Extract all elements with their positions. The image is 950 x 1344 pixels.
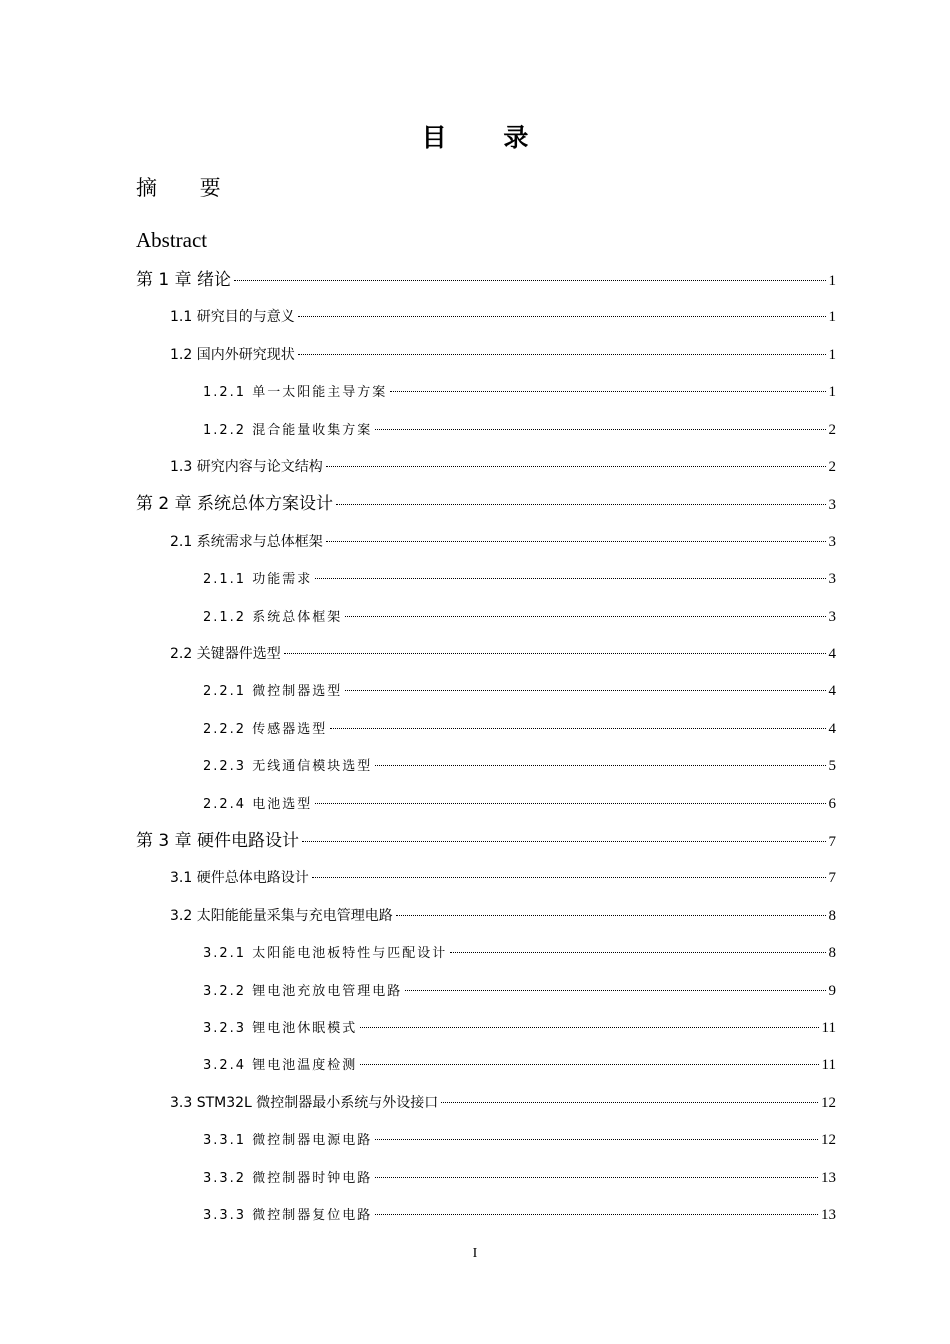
toc-entry-label: 2.2.3 无线通信模块选型 bbox=[203, 759, 373, 775]
toc-entry-level-2[interactable] bbox=[170, 302, 836, 332]
toc-entry-label: 2.1 系统需求与总体框架 bbox=[170, 533, 323, 550]
toc-entry-page: 3 bbox=[828, 533, 836, 550]
toc-entry-label: 3.3.3 微控制器复位电路 bbox=[203, 1208, 373, 1223]
toc-entry-label: 1.3 研究内容与论文结构 bbox=[170, 459, 323, 475]
toc-leader-dots bbox=[441, 1102, 818, 1103]
toc-entry-level-2[interactable] bbox=[170, 452, 836, 482]
toc-entry-page: 13 bbox=[821, 1169, 836, 1186]
toc-entry-label: 3.2.2 锂电池充放电管理电路 bbox=[203, 983, 403, 999]
toc-leader-dots bbox=[375, 1139, 818, 1140]
toc-entry-level-3[interactable] bbox=[203, 602, 836, 632]
toc-entry-level-3[interactable] bbox=[203, 1125, 836, 1155]
toc-entry-level-2[interactable] bbox=[170, 639, 836, 669]
toc-entry-label: 第 1 章 绪论 bbox=[136, 270, 232, 290]
toc-leader-dots bbox=[336, 504, 825, 505]
toc-entry-label: 1.2 国内外研究现状 bbox=[170, 346, 295, 363]
toc-leader-dots bbox=[375, 429, 825, 430]
toc-leader-dots bbox=[298, 316, 826, 317]
toc-leader-dots bbox=[375, 765, 825, 766]
toc-entry-page: 2 bbox=[828, 459, 836, 475]
toc-entry-page: 1 bbox=[828, 384, 836, 401]
toc-entry-page: 3 bbox=[828, 571, 836, 588]
toc-entry-level-1[interactable] bbox=[136, 265, 836, 295]
toc-entry-label: 3.3.1 微控制器电源电路 bbox=[203, 1133, 373, 1149]
toc-entry-page: 3 bbox=[828, 497, 836, 514]
toc-leader-dots bbox=[390, 391, 825, 392]
toc-leader-dots bbox=[375, 1214, 818, 1215]
toc-entry-level-2[interactable] bbox=[170, 340, 836, 370]
toc-leader-dots bbox=[375, 1177, 818, 1178]
toc-entry-level-3[interactable] bbox=[203, 976, 836, 1006]
toc-entry-page: 6 bbox=[828, 795, 836, 812]
toc-leader-dots bbox=[315, 578, 825, 579]
toc-entry-page: 4 bbox=[828, 683, 836, 700]
toc-entry-level-3[interactable] bbox=[203, 564, 836, 594]
toc-entry-page: 7 bbox=[828, 834, 836, 850]
toc-entry-label: 2.2.4 电池选型 bbox=[203, 796, 313, 812]
abstract-en-entry[interactable]: Abstract bbox=[136, 228, 208, 252]
toc-leader-dots bbox=[450, 952, 825, 953]
toc-entry-label: 3.2.1 太阳能电池板特性与匹配设计 bbox=[203, 946, 448, 962]
toc-entry-label: 3.2.3 锂电池休眠模式 bbox=[203, 1021, 358, 1036]
toc-entry-page: 3 bbox=[828, 608, 836, 625]
toc-entry-label: 第 2 章 系统总体方案设计 bbox=[136, 494, 334, 515]
toc-entry-label: 1.2.2 混合能量收集方案 bbox=[203, 422, 373, 438]
toc-entry-page: 12 bbox=[821, 1094, 836, 1111]
toc-entry-page: 12 bbox=[821, 1132, 836, 1149]
toc-entry-level-3[interactable] bbox=[203, 1050, 836, 1080]
toc-leader-dots bbox=[315, 803, 825, 804]
toc-entry-level-3[interactable] bbox=[203, 1200, 836, 1230]
toc-entry-page: 11 bbox=[821, 1020, 836, 1036]
toc-entry-label: 2.2 关键器件选型 bbox=[170, 646, 281, 662]
toc-entry-level-3[interactable] bbox=[203, 938, 836, 968]
toc-leader-dots bbox=[360, 1064, 818, 1065]
toc-entry-page: 7 bbox=[828, 870, 836, 887]
toc-entry-page: 2 bbox=[828, 421, 836, 438]
toc-entry-level-3[interactable] bbox=[203, 1163, 836, 1193]
toc-leader-dots bbox=[345, 616, 825, 617]
toc-entry-level-3[interactable] bbox=[203, 789, 836, 819]
toc-entry-label: 1.2.1 单一太阳能主导方案 bbox=[203, 385, 388, 401]
toc-leader-dots bbox=[360, 1027, 818, 1028]
toc-leader-dots bbox=[234, 280, 825, 281]
toc-entry-page: 1 bbox=[828, 273, 836, 289]
toc-leader-dots bbox=[345, 690, 825, 691]
page-number: I bbox=[472, 1246, 478, 1261]
toc-entry-page: 4 bbox=[828, 646, 836, 662]
toc-entry-level-3[interactable] bbox=[203, 714, 836, 744]
toc-leader-dots bbox=[326, 466, 826, 467]
toc-entry-level-3[interactable] bbox=[203, 415, 836, 445]
toc-leader-dots bbox=[405, 990, 825, 991]
toc-leader-dots bbox=[330, 728, 825, 729]
toc-leader-dots bbox=[298, 354, 826, 355]
toc-entry-level-3[interactable] bbox=[203, 1013, 836, 1043]
abstract-zh-entry[interactable]: 摘 要 bbox=[136, 176, 239, 200]
toc-entry-page: 9 bbox=[828, 982, 836, 999]
toc-entry-label: 2.2.2 传感器选型 bbox=[203, 721, 328, 737]
toc-entry-level-2[interactable] bbox=[170, 863, 836, 893]
toc-entry-label: 第 3 章 硬件电路设计 bbox=[136, 831, 300, 851]
toc-entry-label: 2.1.2 系统总体框架 bbox=[203, 609, 343, 625]
toc-leader-dots bbox=[302, 841, 825, 842]
toc-entry-label: 3.1 硬件总体电路设计 bbox=[170, 870, 309, 887]
toc-entry-label: 3.2.4 锂电池温度检测 bbox=[203, 1058, 358, 1074]
toc-entry-page: 8 bbox=[828, 907, 836, 924]
toc-entry-level-1[interactable] bbox=[136, 489, 836, 519]
toc-leader-dots bbox=[284, 653, 826, 654]
toc-entry-label: 3.2 太阳能能量采集与充电管理电路 bbox=[170, 907, 393, 924]
toc-entry-label: 2.2.1 微控制器选型 bbox=[203, 684, 343, 700]
toc-entry-page: 13 bbox=[821, 1207, 836, 1223]
toc-entry-page: 1 bbox=[828, 309, 836, 326]
toc-entry-page: 5 bbox=[828, 758, 836, 775]
toc-entry-level-3[interactable] bbox=[203, 751, 836, 781]
toc-entry-level-2[interactable] bbox=[170, 901, 836, 931]
toc-leader-dots bbox=[396, 915, 826, 916]
toc-entry-page: 1 bbox=[828, 346, 836, 363]
toc-entry-page: 11 bbox=[821, 1057, 836, 1074]
toc-title: 目 录 bbox=[421, 123, 553, 152]
toc-entry-label: 3.3.2 微控制器时钟电路 bbox=[203, 1170, 373, 1186]
toc-entry-label: 3.3 STM32L 微控制器最小系统与外设接口 bbox=[170, 1094, 439, 1111]
toc-entry-label: 2.1.1 功能需求 bbox=[203, 572, 313, 588]
toc-leader-dots bbox=[312, 877, 826, 878]
toc-entry-level-2[interactable] bbox=[170, 527, 836, 557]
toc-leader-dots bbox=[326, 541, 826, 542]
toc-entry-page: 8 bbox=[828, 945, 836, 962]
toc-entry-level-1[interactable] bbox=[136, 826, 836, 856]
toc-entry-level-2[interactable] bbox=[170, 1088, 836, 1118]
toc-entry-page: 4 bbox=[828, 720, 836, 737]
toc-entry-level-3[interactable] bbox=[203, 377, 836, 407]
toc-entry-level-3[interactable] bbox=[203, 676, 836, 706]
toc-entry-label: 1.1 研究目的与意义 bbox=[170, 309, 295, 326]
